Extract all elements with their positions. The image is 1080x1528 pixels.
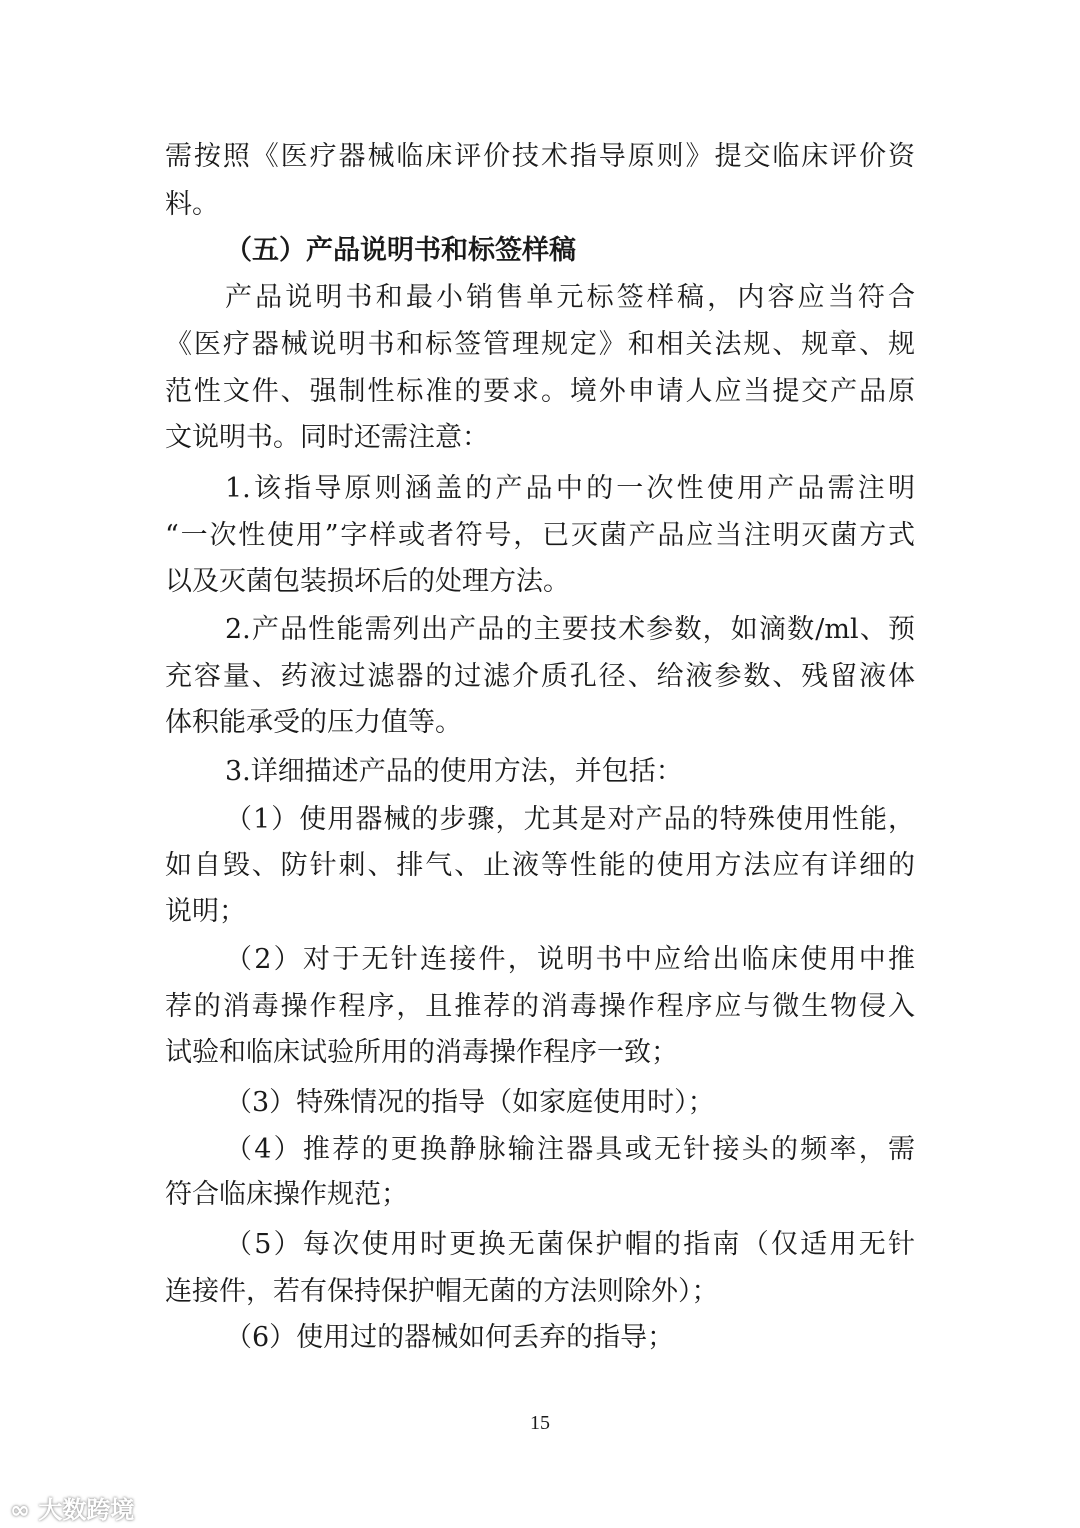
- text-line: 料。: [165, 189, 219, 220]
- text-line: 以及灭菌包装损坏后的处理方法。: [165, 566, 570, 597]
- text-line: 《医疗器械说明书和标签管理规定》和相关法规、规章、规: [165, 329, 915, 360]
- text-line: 试验和临床试验所用的消毒操作程序一致；: [165, 1037, 678, 1068]
- text-line: 2.产品性能需列出产品的主要技术参数，如滴数/ml、预: [225, 614, 915, 645]
- text-line: （4）推荐的更换静脉输注器具或无针接头的频率，需: [225, 1134, 915, 1165]
- text-line: 说明；: [165, 896, 246, 927]
- watermark-text: 大数跨境: [38, 1496, 135, 1524]
- text-line: （1）使用器械的步骤，尤其是对产品的特殊使用性能，: [225, 804, 915, 835]
- text-line: 荐的消毒操作程序，且推荐的消毒操作程序应与微生物侵入: [165, 991, 915, 1022]
- watermark-logo: ∞ 大数跨境: [10, 1496, 135, 1524]
- text-line: 符合临床操作规范；: [165, 1179, 408, 1210]
- text-line: 3.详细描述产品的使用方法，并包括：: [225, 756, 683, 787]
- text-line: 1.该指导原则涵盖的产品中的一次性使用产品需注明: [225, 473, 915, 504]
- text-line: 产品说明书和最小销售单元标签样稿，内容应当符合: [225, 282, 915, 313]
- text-line: （3）特殊情况的指导（如家庭使用时）；: [225, 1087, 715, 1118]
- text-line: 文说明书。同时还需注意：: [165, 422, 489, 453]
- text-line: “一次性使用”字样或者符号，已灭菌产品应当注明灭菌方式: [165, 520, 915, 551]
- text-line: 范性文件、强制性标准的要求。境外申请人应当提交产品原: [165, 376, 915, 407]
- text-line: （5）每次使用时更换无菌保护帽的指南（仅适用无针: [225, 1229, 915, 1260]
- text-line: 需按照《医疗器械临床评价技术指导原则》提交临床评价资: [165, 141, 915, 172]
- text-line: （6）使用过的器械如何丢弃的指导；: [225, 1322, 675, 1353]
- text-line: 连接件，若有保持保护帽无菌的方法则除外）；: [165, 1276, 719, 1307]
- text-line: 体积能承受的压力值等。: [165, 707, 462, 738]
- text-line: （2）对于无针连接件，说明书中应给出临床使用中推: [225, 944, 915, 975]
- text-line: （五）产品说明书和标签样稿: [225, 235, 576, 266]
- text-line: 如自毁、防针刺、排气、止液等性能的使用方法应有详细的: [165, 850, 915, 881]
- text-line: 充容量、药液过滤器的过滤介质孔径、给液参数、残留液体: [165, 661, 915, 692]
- page-number: 15: [530, 1412, 550, 1434]
